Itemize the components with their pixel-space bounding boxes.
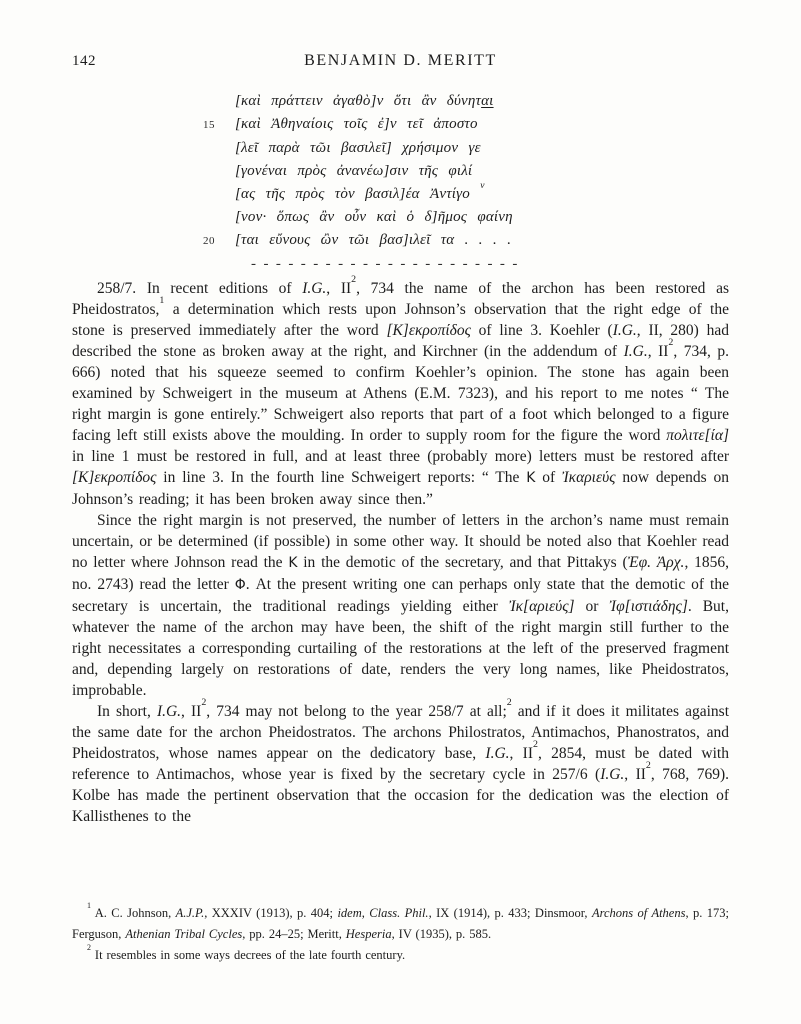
inscription-line bbox=[203, 113, 518, 137]
article-body bbox=[72, 274, 730, 827]
inscription-line-number: 15 bbox=[203, 119, 215, 131]
inscription-line bbox=[203, 137, 518, 160]
footnote-2: $^2$ It resembles in some ways decrees of the late fourth century. bbox=[87, 943, 406, 962]
footnote-1: $^1$ A. C. Johnson, A.J.P., XXXIV (1913), p. 404; idem, Class. Phil., IX (1914), p. 433; Dinsmoor, Archons of Athens, p. 173; Ferguson, Athenian Tribal Cycles, pp. 24–25; Meritt, Hesperia, IV (1935), p. 585. bbox=[72, 901, 729, 941]
paragraph-3: In short, I.G., $II^2$, 734 may not belong to the year 258/7 at all;$^2$ and if it does it militates against the same date for the archon Pheidostratos. The archons Philostratos, Antimachos, Phanostratos, and Pheidostratos, whose names appear on the dedicatory base, I.G., $II^2$, 2854, must be dated with reference to Antimachos, whose year is fixed by the secretary cycle in 257/6 (I.G., $II^2$, 768, 769). Kolbe has made the pertinent observation that the occasion for the dedication was the election of Kallisthenes to the bbox=[72, 697, 730, 825]
inscription-line-text: [λεῖ παρὰ τῶι βασιλεῖ] χρήσιμον γε bbox=[235, 140, 481, 156]
inscription-lacuna-text: - - - - - - - - - - - - - - - - - - - - - - bbox=[251, 256, 518, 272]
greek-inscription bbox=[203, 90, 518, 276]
inscription-line-text: [καὶ Ἀθηναίοις τοῖς ἐ]ν τεῖ ἀποστο bbox=[235, 116, 478, 132]
page-number: 142 bbox=[72, 53, 96, 69]
paragraph-1: 258/7. In recent editions of I.G., $II^2$, 734 the name of the archon has been restored as Pheidostratos,$^1$ a determination which rests upon Johnson’s observation that the right edge of the stone is preserved immediately after the word [K]εκροπίδος of line 3. Koehler (I.G., II, 280) had described the stone as broken away at the right, and Kirchner (in the addendum of I.G., $II^2$, 734, p. 666) noted that his squeeze seemed to confirm Koehler’s opinion. The stone has again been examined by Schweigert in the museum at Athens (E.M. 7323), and his report to me notes “ The right margin is gone entirely.” Schweigert also reports that part of a foot which belonged to a figure facing left still exists above the moulding. In order to supply room for the figure the word πολιτε[ία] in line 1 must be restored in full, and at least three (probably more) letters must be restored after [K]εκροπίδος in line 3. In the fourth line Schweigert reports: “ The K of Ἰκαριεύς now depends on Johnson’s reading; it has been broken away since then.” bbox=[72, 274, 730, 508]
inscription-line bbox=[203, 179, 518, 206]
inscription-line bbox=[203, 229, 518, 253]
footnotes bbox=[72, 903, 729, 966]
page-header bbox=[72, 52, 729, 74]
inscription-line bbox=[203, 160, 518, 183]
inscription-line-text: [καὶ πράττειν ἀγαθὸ]ν ὅτι ἂν δύνηται bbox=[235, 93, 494, 109]
inscription-line bbox=[203, 206, 518, 229]
inscription-line-text: [νον· ὅπως ἂν οὖν καὶ ὁ δ]ῆμος φαίνη bbox=[235, 209, 513, 225]
inscription-line-text: [γονέναι πρὸς ἀνανέω]σιν τῆς φιλί bbox=[235, 163, 473, 179]
inscription-line-text: [ας τῆς πρὸς τὸν βασιλ]έα Ἀντίγο $^v$ bbox=[235, 179, 485, 202]
paragraph-2: Since the right margin is not preserved, the number of letters in the archon’s name must remain uncertain, or be determined (if possible) in some other way. It should be noted also that Koehler read no letter where Johnson read the K in the demotic of the secretary, and that Pittakys (Ἐφ. Ἀρχ., 1856, no. 2743) read the letter Φ. At the present writing one can perhaps only state that the demotic of the secretary is uncertain, the traditional readings yielding either Ἰκ[αριεύς] or Ἰφ[ιστιάδης]. But, whatever the name of the archon may have been, the shift of the right margin still further to the right necessitates a corresponding curtailing of the restorations at the left of the preserved fragment and, depending largely on restorations of date, renders the very long names, like Pheidostratos, improbable. bbox=[72, 512, 729, 699]
inscription-lacuna-dashes bbox=[203, 253, 518, 276]
running-head: BENJAMIN D. MERITT bbox=[304, 52, 497, 69]
inscription-line bbox=[203, 90, 518, 113]
inscription-line-number: 20 bbox=[203, 235, 215, 247]
inscription-line-text: [ται εὔνους ὢν τῶι βασ]ιλεῖ τα . . . . bbox=[235, 232, 512, 248]
